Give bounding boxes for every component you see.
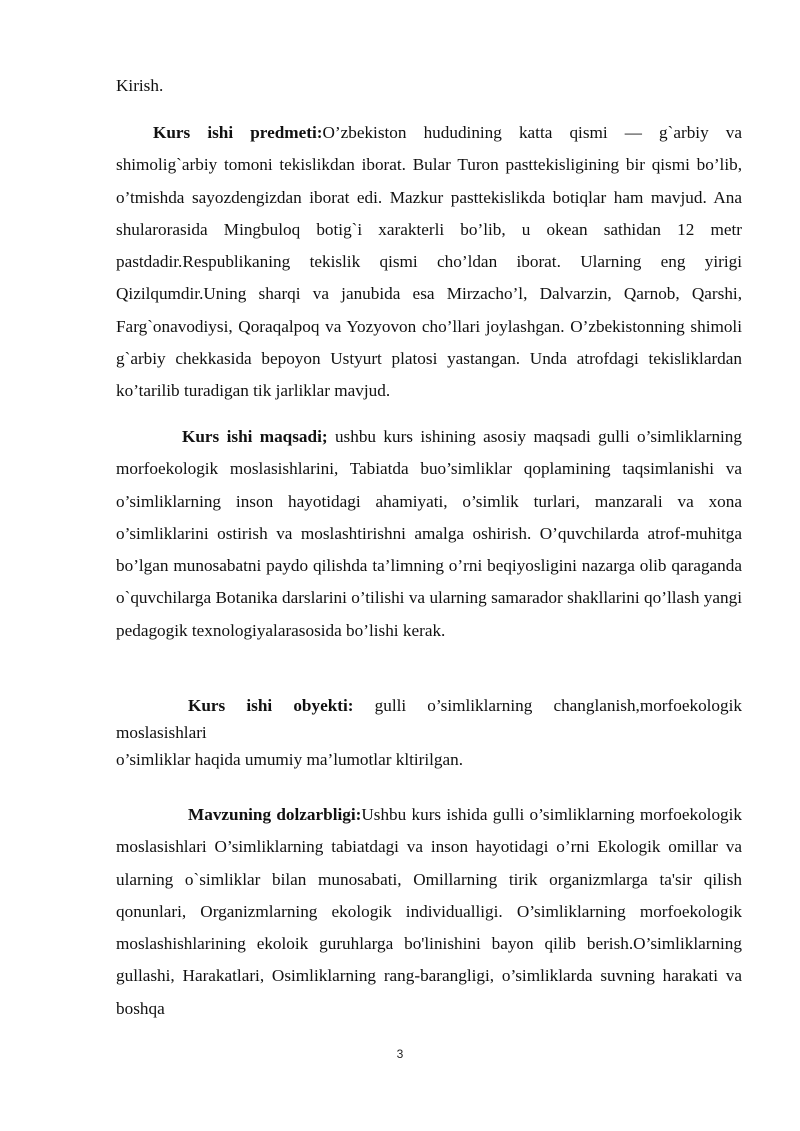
object-line-3: o’simliklar haqida umumiy ma’lumotlar kltirilgan. xyxy=(116,750,464,769)
subject-lead: Kurs ishi predmeti: xyxy=(153,123,323,142)
relevance-lead: Mavzuning dolzarbligi: xyxy=(188,805,362,824)
object-body: gulli o’simliklarning changlanish,morfoekologik xyxy=(353,696,742,715)
paragraph-subject xyxy=(116,117,742,408)
paragraph-relevance xyxy=(116,799,742,1025)
object-line-2: moslasishlari xyxy=(116,723,207,742)
paragraph-object xyxy=(116,690,742,776)
subject-body: O’zbekiston hududining katta qismi — g`arbiy va shimolig`arbiy tomoni tekislikdan iborat. Bular Turon pasttekisligining bir qismi bo’lib, o’tmishda sayozdengizdan iborat edi. Mazkur pasttekislikda botiqlar ham mavjud. Ana shularorasida Mingbuloq botig`i xarakterli bo’lib, u okean sathidan 12 metr pastdadir.Respublikaning tekislik qismi cho’ldan iborat. Ularning eng yirigi Qizilqumdir.Uning sharqi va janubida esa Mirzacho’l, Dalvarzin, Qarnob, Qarshi, Farg`onavodiysi, Qoraqalpoq va Yozyovon cho’llari joylashgan. O’zbekistonning shimoli g`arbiy chekkasida bepoyon Ustyurt platosi yastangan. Unda atrofdagi tekisliklardan ko’tarilib turadigan tik jarliklar mavjud. xyxy=(116,123,742,401)
page-number: 3 xyxy=(396,1047,404,1061)
page-heading: Kirish. xyxy=(116,76,164,95)
paragraph-goal xyxy=(116,421,742,647)
object-lead: Kurs ishi obyekti: xyxy=(188,696,354,715)
goal-lead: Kurs ishi maqsadi; xyxy=(182,427,328,446)
relevance-body: Ushbu kurs ishida gulli o’simliklarning morfoekologik moslasishlari O’simliklarning tabiatdagi va inson hayotidagi o’rni Ekologik omillar va ularning o`simliklar bilan munosabati, Omillarning tirik organizmlarga ta'sir qilish qonunlari, Organizmlarning ekologik individualligi. O’simliklarning morfoekologik moslashishlarining ekoloik guruhlarga bo'linishini bayon qilib berish.O’simliklarning gullashi, Harakatlari, Osimliklarning rang-barangligi, o’simliklarda suvning harakati va boshqa xyxy=(116,805,742,1018)
goal-body: ushbu kurs ishining asosiy maqsadi gulli o’simliklarning morfoekologik moslasishlarini, Tabiatda buo’simliklar qoplamining taqsimlanishi va o’simliklarning inson hayotidagi ahamiyati, o’simlik turlari, manzarali va xona o’simliklarini ostirish va moslashtirishni amalga oshirish. O’quvchilarda atrof-muhitga bo’lgan munosabatni paydo qilishda ta’limning o’rni beqiyosligini nazarga olib qaraganda o`quvchilarga Botanika darslarini o’tilishi va ularning samarador shakllarini qo’llash yangi pedagogik texnologiyalarasosida bo’lishi kerak. xyxy=(116,427,742,640)
object-line-1 xyxy=(116,690,742,722)
